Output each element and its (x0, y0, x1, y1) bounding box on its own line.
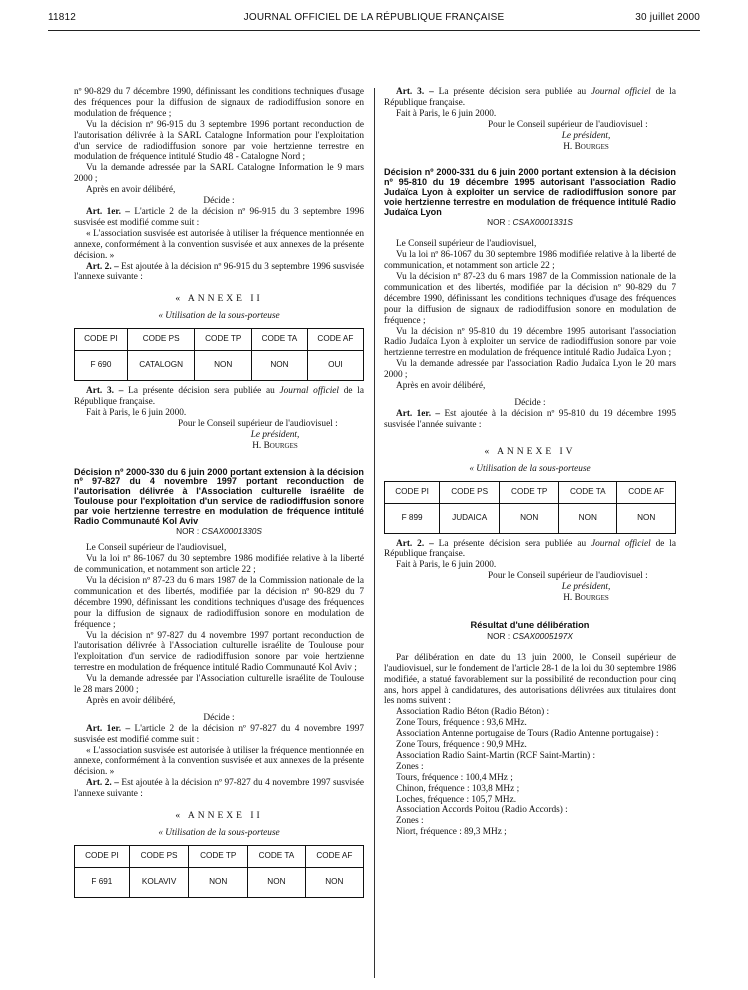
list-item: Association Radio Saint-Martin (RCF Saint-Martin) : (396, 750, 596, 761)
paragraph: Vu la loi nº 86-1067 du 30 septembre 1986 modifiée relative à la liberté de communication, et notamment son article 22 ; (384, 250, 676, 272)
table-header-cell: CODE PI (75, 845, 130, 867)
annex-title: « ANNEXE II (175, 294, 263, 305)
journal-officiel-ref: Journal officiel (591, 87, 651, 97)
article-label: Art. 1er. – (86, 206, 130, 217)
table-cell: F 690 (75, 351, 128, 381)
signature-line: Pour le Conseil supérieur de l'audiovisuel : (488, 571, 648, 582)
list-item: Loches, fréquence : 105,7 MHz. (396, 794, 517, 805)
article-text: L'article 2 de la décision nº 97-827 du 4 novembre 1997 susvisée est modifié comme suit : (74, 723, 364, 745)
signature-role (384, 582, 676, 593)
signature-role (74, 430, 364, 441)
list-item: Association Radio Béton (Radio Béton) : (396, 707, 550, 718)
annex-subtitle: « Utilisation de la sous-porteuse (158, 828, 280, 838)
table-cell: NON (617, 503, 676, 533)
table-header-cell: CODE PI (75, 329, 128, 351)
table-header-cell: CODE PS (127, 329, 195, 351)
table-header-cell: CODE AF (617, 481, 676, 503)
table-cell: NON (189, 867, 248, 897)
signature-line: Pour le Conseil supérieur de l'audiovisuel : (488, 119, 648, 130)
article-2 (384, 539, 676, 561)
signature-role-text: Le président, (561, 130, 611, 141)
article-text: de la République française. (74, 386, 364, 408)
table-header-cell: CODE AF (307, 329, 363, 351)
article-label: Art. 3. – (86, 386, 124, 397)
nor-code: CSAX0001330S (201, 526, 262, 537)
paragraph: Après en avoir délibéré, (86, 185, 176, 196)
paragraph: Vu la loi nº 86-1067 du 30 septembre 1986 modifiée relative à la liberté de communication, et notamment son article 22 ; (74, 554, 364, 576)
place-date: Fait à Paris, le 6 juin 2000. (396, 108, 497, 119)
signature-role-text: Le président, (561, 582, 611, 593)
article-text: L'article 2 de la décision nº 96-915 du 3 septembre 1996 susvisée est modifié comme suit : (74, 206, 364, 228)
article-label: Art. 2. – (396, 538, 434, 549)
list-item: Zone Tours, fréquence : 90,9 MHz. (396, 740, 527, 751)
paragraph: Après en avoir délibéré, (86, 695, 176, 706)
table-cell: F 691 (75, 867, 130, 897)
paragraph: Vu la décision nº 97-827 du 4 novembre 1997 portant reconduction de l'autorisation délivrée à l'Association culturelle israélite de Toulouse pour l'exploitation d'un service de radiodiffusion sonore par voie hertzienne terrestre en modulation de fréquence intitulé Radio Communauté Kol Aviv ; (74, 630, 364, 674)
annex-subtitle: « Utilisation de la sous-porteuse (158, 311, 280, 322)
paragraph: « L'association susvisée est autorisée à utiliser la fréquence mentionnée en annexe, conformément à la convention susvisée et aux annexes de la présente décision. » (74, 228, 364, 261)
table-cell: KOLAVIV (129, 867, 189, 897)
table-header-cell: CODE TA (248, 845, 306, 867)
nor-code: CSAX0001331S (512, 217, 573, 228)
signature-role-text: Le président, (250, 429, 300, 440)
nor-label: NOR : (176, 526, 200, 537)
table-header-cell: CODE TA (559, 481, 617, 503)
table-header-cell: CODE TP (500, 481, 559, 503)
article-3 (384, 87, 676, 109)
paragraph: Vu la demande adressée par la SARL Catalogne Information le 9 mars 2000 ; (74, 163, 364, 185)
list-item: Zone Tours, fréquence : 93,6 MHz. (396, 718, 527, 729)
decision-title: Décision nº 2000-330 du 6 juin 2000 portant extension à la décision nº 97-827 du 4 novembre 1997 portant reconduction de l'autorisation délivrée à l'Association culturelle israélite de Toulouse pour l'exploitation d'un service de radiodiffusion sonore par voie hertzienne terrestre en modulation de fréquence intitulé Radio Communauté Kol Aviv (74, 466, 364, 526)
signature-name: H. Bourges (563, 593, 609, 604)
article-text: de la République française. (384, 87, 676, 108)
table-header-cell: CODE PI (385, 481, 440, 503)
decide-heading: Décide : (203, 712, 235, 723)
annex-subtitle: « Utilisation de la sous-porteuse (469, 463, 591, 474)
subcarrier-table (384, 481, 676, 534)
nor-reference (384, 631, 676, 642)
paragraph: Vu la demande adressée par l'Association culturelle israélite de Toulouse le 28 mars 2000 ; (74, 674, 364, 696)
nor-reference (384, 217, 676, 228)
list-item: Chinon, fréquence : 103,8 MHz ; (396, 783, 520, 794)
article-text: La présente décision sera publiée au (128, 386, 275, 397)
article-label: Art. 3. – (396, 87, 434, 97)
list-item: Association Antenne portugaise de Tours (Radio Antenne portugaise) : (396, 729, 659, 740)
table-cell: NON (559, 503, 617, 533)
journal-title: JOURNAL OFFICIEL DE LA RÉPUBLIQUE FRANÇAISE (243, 12, 505, 23)
decision-title: Décision nº 2000-331 du 6 juin 2000 portant extension à la décision nº 95-810 du 19 décembre 1995 autorisant l'association Radio Judaïca Lyon à exploiter un service de radiodiffusion sonore par voie hertzienne terrestre en modulation de fréquence intitulé Radio Judaïca Lyon (384, 167, 676, 217)
page-header (48, 10, 700, 28)
paragraph: Par délibération en date du 13 juin 2000, le Conseil supérieur de l'audiovisuel, sur le fondement de l'article 28-1 de la loi du 30 septembre 1986 modifiée, a statué favorablement sur la possibilité de reconduction pour cinq ans, hors appel à candidatures, des autorisations délivrées aux titulaires dont les noms suivent : (384, 652, 676, 707)
table-header-cell: CODE AF (305, 845, 363, 867)
nor-label: NOR : (487, 630, 511, 641)
place-date: Fait à Paris, le 6 juin 2000. (396, 560, 497, 571)
table-cell: NON (248, 867, 306, 897)
article-label: Art. 2. – (86, 261, 119, 272)
article-text: Est ajoutée à la décision nº 96-915 du 3 septembre 1996 susvisée l'annexe suivante : (74, 261, 364, 283)
subcarrier-table (74, 328, 364, 381)
article-text: Est ajoutée à la décision nº 97-827 du 4 novembre 1997 susvisée l'annexe suivante : (74, 778, 364, 800)
header-rule (48, 30, 700, 31)
signature-line: Pour le Conseil supérieur de l'audiovisuel : (178, 418, 338, 429)
table-cell: NON (305, 867, 363, 897)
paragraph: Vu la décision nº 87-23 du 6 mars 1987 de la Commission nationale de la communication et des libertés, modifiée par la décision nº 90-829 du 7 décembre 1990, définissant les conditions techniques d'usage des fréquences pour la diffusion de signaux de radiodiffusion sonore en modulation de fréquence ; (384, 272, 676, 326)
journal-officiel-ref: Journal officiel (279, 386, 340, 397)
paragraph: nº 90-829 du 7 décembre 1990, définissant les conditions techniques d'usage des fréquences pour la diffusion de signaux de radiodiffusion sonore en modulation de fréquence ; (74, 87, 364, 119)
paragraph: Vu la décision nº 95-810 du 19 décembre 1995 autorisant l'association Radio Judaïca Lyon à exploiter un service de radiodiffusion sonore par voie hertzienne terrestre en modulation de fréquence intitulé Radio Judaïca Lyon ; (384, 326, 676, 359)
paragraph: Vu la demande adressée par l'association Radio Judaïca Lyon le 20 mars 2000 ; (384, 359, 676, 381)
paragraph: « L'association susvisée est autorisée à utiliser la fréquence mentionnée en annexe, conformément à la convention susvisée et aux annexes de la présente décision. » (74, 745, 364, 778)
table-header-cell: CODE TA (252, 329, 308, 351)
article-2 (74, 262, 364, 284)
decide-heading: Décide : (203, 196, 235, 207)
list-item: Zones : (396, 761, 424, 772)
list-item: Tours, fréquence : 100,4 MHz ; (396, 772, 513, 783)
list-item: Niort, fréquence : 89,3 MHz ; (396, 827, 507, 838)
article-1 (74, 207, 364, 229)
article-3 (74, 386, 364, 408)
list-item: Zones : (396, 816, 424, 827)
article-label: Art. 1er. – (86, 723, 131, 734)
paragraph: Le Conseil supérieur de l'audiovisuel, (86, 543, 227, 554)
nor-reference (74, 526, 364, 537)
nor-code: CSAX0005197X (512, 630, 573, 641)
subcarrier-table (74, 845, 364, 898)
journal-officiel-ref: Journal officiel (591, 538, 651, 549)
table-cell: NON (195, 351, 252, 381)
signature-name: H. Bourges (563, 141, 609, 152)
nor-label: NOR : (487, 217, 511, 228)
table-cell: F 899 (385, 503, 440, 533)
result-title: Résultat d'une délibération (470, 619, 590, 630)
table-cell: CATALOGN (127, 351, 195, 381)
article-label: Art. 1er. – (396, 408, 441, 419)
page-number: 11812 (48, 12, 77, 23)
left-column (74, 87, 364, 903)
article-1 (74, 724, 364, 746)
signature-name: H. Bourges (252, 440, 298, 451)
table-header-cell: CODE PS (129, 845, 189, 867)
paragraph: Après en avoir délibéré, (396, 381, 486, 392)
table-cell: OUI (307, 351, 363, 381)
paragraph: Le Conseil supérieur de l'audiovisuel, (396, 239, 537, 250)
signature-role (384, 131, 676, 142)
article-text: de la République française. (384, 538, 676, 560)
paragraph: Vu la décision nº 96-915 du 3 septembre 1996 portant reconduction de l'autorisation délivrée à la SARL Catalogne Information pour l'exploitation d'un service de radiodiffusion sonore par voie hertzienne terrestre en modulation de fréquence intitulé Studio 48 - Catalogne Nord ; (74, 119, 364, 163)
table-header-cell: CODE TP (189, 845, 248, 867)
table-header-cell: CODE PS (440, 481, 500, 503)
table-header-cell: CODE TP (195, 329, 252, 351)
right-column (384, 87, 676, 838)
article-1 (384, 409, 676, 431)
table-cell: NON (500, 503, 559, 533)
annex-title: « ANNEXE IV (484, 446, 576, 457)
place-date: Fait à Paris, le 6 juin 2000. (86, 407, 187, 418)
table-cell: NON (252, 351, 308, 381)
issue-date: 30 juillet 2000 (635, 12, 700, 23)
article-label: Art. 2. – (86, 778, 119, 789)
annex-title: « ANNEXE II (175, 811, 263, 822)
article-2 (74, 778, 364, 800)
decide-heading: Décide : (514, 398, 546, 409)
article-text: La présente décision sera publiée au (438, 87, 587, 97)
list-item: Association Accords Poitou (Radio Accords) : (396, 805, 568, 816)
table-cell: JUDAICA (440, 503, 500, 533)
paragraph: Vu la décision nº 87-23 du 6 mars 1987 de la Commission nationale de la communication et des libertés, modifiée par la décision nº 90-829 du 7 décembre 1990, définissant les conditions techniques d'usage des fréquences pour la diffusion de signaux de radiodiffusion sonore en modulation de fréquence ; (74, 575, 364, 630)
article-text: Est ajoutée à la décision nº 95-810 du 19 décembre 1995 susvisée l'année suivante : (384, 408, 676, 430)
article-text: La présente décision sera publiée au (438, 538, 587, 549)
column-divider (374, 88, 375, 978)
